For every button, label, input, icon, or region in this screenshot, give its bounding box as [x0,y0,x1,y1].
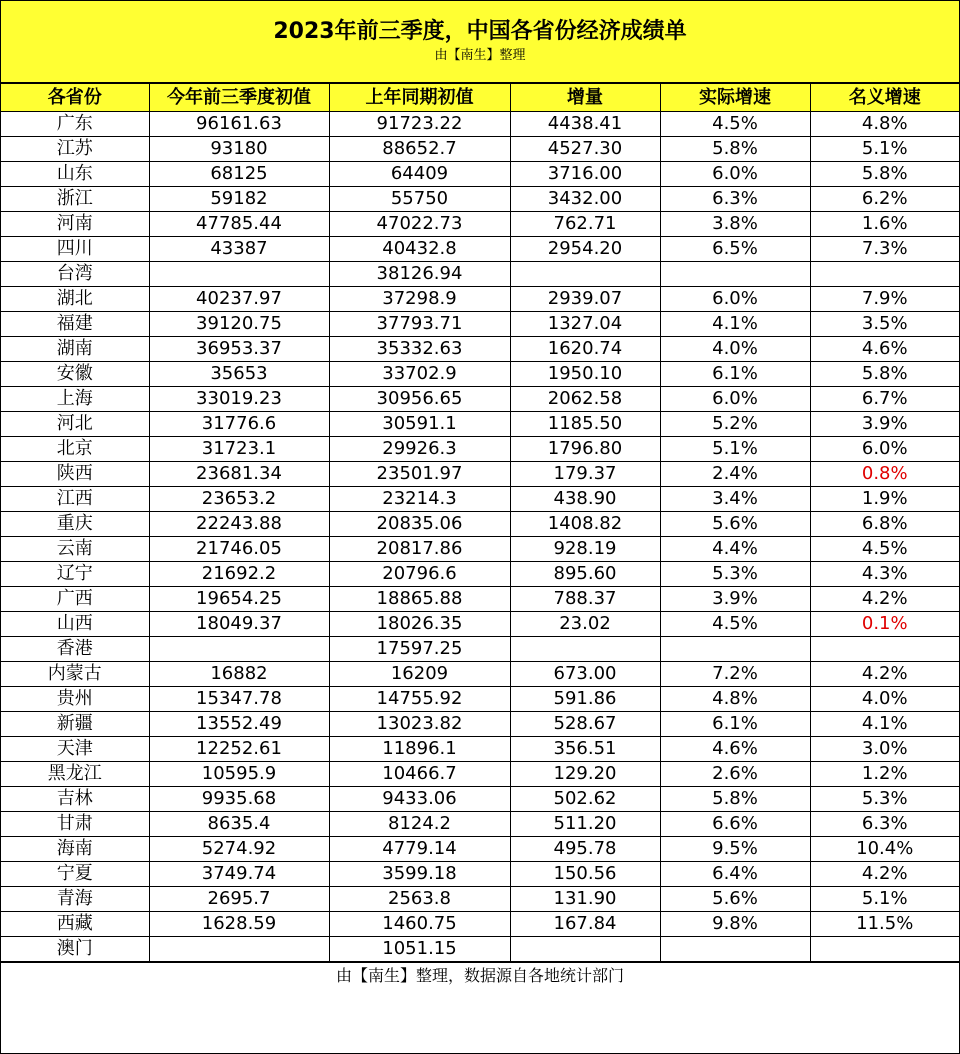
cell-province: 新疆 [1,712,149,737]
report-title: 2023年前三季度，中国各省份经济成绩单 [273,19,687,44]
table-row [1,137,959,162]
cell-province: 西藏 [1,912,149,937]
table-row [1,387,959,412]
cell-nominal-growth: 0.1% [810,612,959,637]
table-row [1,862,959,887]
cell-province: 天津 [1,737,149,762]
cell-nominal-growth: 5.1% [810,887,959,912]
cell-current: 5274.92 [149,837,329,862]
table-row [1,912,959,937]
cell-province: 广东 [1,112,149,137]
table-row [1,487,959,512]
cell-increment: 673.00 [510,662,660,687]
cell-nominal-growth: 7.9% [810,287,959,312]
cell-province: 青海 [1,887,149,912]
cell-province: 重庆 [1,512,149,537]
cell-current: 31723.1 [149,437,329,462]
cell-current: 35653 [149,362,329,387]
table-row [1,412,959,437]
cell-current: 47785.44 [149,212,329,237]
cell-increment: 150.56 [510,862,660,887]
cell-nominal-growth: 5.8% [810,362,959,387]
cell-increment: 1620.74 [510,337,660,362]
cell-province: 黑龙江 [1,762,149,787]
cell-previous: 40432.8 [329,237,510,262]
province-economy-table [1,83,959,962]
cell-current: 59182 [149,187,329,212]
cell-current: 36953.37 [149,337,329,362]
cell-previous: 13023.82 [329,712,510,737]
cell-province: 江苏 [1,137,149,162]
cell-current [149,262,329,287]
cell-previous: 18026.35 [329,612,510,637]
table-row [1,287,959,312]
cell-increment: 895.60 [510,562,660,587]
cell-current: 40237.97 [149,287,329,312]
cell-real-growth: 3.4% [660,487,810,512]
cell-previous: 23214.3 [329,487,510,512]
cell-previous: 29926.3 [329,437,510,462]
cell-nominal-growth: 4.8% [810,112,959,137]
cell-previous: 18865.88 [329,587,510,612]
cell-nominal-growth: 6.7% [810,387,959,412]
column-header-nominal-growth: 名义增速 [810,84,959,112]
cell-real-growth: 4.5% [660,112,810,137]
cell-increment: 928.19 [510,537,660,562]
cell-nominal-growth: 6.8% [810,512,959,537]
cell-province: 宁夏 [1,862,149,887]
table-row [1,612,959,637]
table-row [1,812,959,837]
cell-current [149,937,329,962]
cell-nominal-growth: 4.6% [810,337,959,362]
table-row [1,512,959,537]
table-body [1,112,959,962]
cell-real-growth: 3.8% [660,212,810,237]
cell-real-growth [660,262,810,287]
cell-province: 陕西 [1,462,149,487]
cell-previous: 20817.86 [329,537,510,562]
cell-nominal-growth: 4.2% [810,862,959,887]
cell-province: 澳门 [1,937,149,962]
cell-nominal-growth [810,262,959,287]
cell-previous: 14755.92 [329,687,510,712]
cell-nominal-growth [810,637,959,662]
cell-current: 16882 [149,662,329,687]
cell-real-growth: 5.2% [660,412,810,437]
cell-province: 贵州 [1,687,149,712]
column-header-real-growth: 实际增速 [660,84,810,112]
cell-real-growth: 6.4% [660,862,810,887]
cell-nominal-growth: 5.1% [810,137,959,162]
cell-current: 19654.25 [149,587,329,612]
cell-real-growth: 6.0% [660,162,810,187]
cell-real-growth: 6.3% [660,187,810,212]
cell-nominal-growth: 5.3% [810,787,959,812]
cell-nominal-growth: 4.0% [810,687,959,712]
cell-current: 31776.6 [149,412,329,437]
cell-nominal-growth: 4.1% [810,712,959,737]
cell-real-growth: 6.5% [660,237,810,262]
cell-province: 广西 [1,587,149,612]
table-row [1,712,959,737]
table-row [1,737,959,762]
cell-increment: 528.67 [510,712,660,737]
cell-previous: 3599.18 [329,862,510,887]
cell-nominal-growth: 4.2% [810,587,959,612]
table-row [1,237,959,262]
cell-previous: 2563.8 [329,887,510,912]
cell-province: 云南 [1,537,149,562]
cell-previous: 11896.1 [329,737,510,762]
table-row [1,187,959,212]
cell-previous: 17597.25 [329,637,510,662]
cell-previous: 10466.7 [329,762,510,787]
cell-increment: 3716.00 [510,162,660,187]
table-row [1,787,959,812]
cell-previous: 55750 [329,187,510,212]
cell-current: 8635.4 [149,812,329,837]
cell-increment: 502.62 [510,787,660,812]
cell-current: 21746.05 [149,537,329,562]
cell-real-growth: 2.4% [660,462,810,487]
cell-current: 13552.49 [149,712,329,737]
table-row [1,212,959,237]
cell-real-growth: 5.3% [660,562,810,587]
table-row [1,262,959,287]
cell-current: 33019.23 [149,387,329,412]
cell-province: 香港 [1,637,149,662]
cell-increment [510,937,660,962]
cell-real-growth: 5.8% [660,787,810,812]
cell-previous: 47022.73 [329,212,510,237]
cell-province: 上海 [1,387,149,412]
column-header-previous: 上年同期初值 [329,84,510,112]
table-row [1,887,959,912]
cell-previous: 35332.63 [329,337,510,362]
table-row [1,687,959,712]
cell-previous: 20796.6 [329,562,510,587]
cell-increment: 356.51 [510,737,660,762]
cell-increment [510,637,660,662]
cell-province: 河南 [1,212,149,237]
cell-increment [510,262,660,287]
cell-real-growth: 6.0% [660,287,810,312]
cell-real-growth [660,937,810,962]
cell-nominal-growth: 4.2% [810,662,959,687]
cell-increment: 495.78 [510,837,660,862]
table-row [1,937,959,962]
cell-current: 23681.34 [149,462,329,487]
cell-previous: 37298.9 [329,287,510,312]
table-row [1,462,959,487]
cell-real-growth: 4.4% [660,537,810,562]
cell-province: 海南 [1,837,149,862]
cell-real-growth: 4.5% [660,612,810,637]
cell-increment: 2939.07 [510,287,660,312]
cell-increment: 167.84 [510,912,660,937]
cell-province: 河北 [1,412,149,437]
cell-current: 43387 [149,237,329,262]
cell-real-growth: 2.6% [660,762,810,787]
cell-previous: 91723.22 [329,112,510,137]
column-header-province: 各省份 [1,84,149,112]
cell-current: 9935.68 [149,787,329,812]
table-row [1,587,959,612]
cell-increment: 23.02 [510,612,660,637]
cell-current: 1628.59 [149,912,329,937]
cell-real-growth: 4.0% [660,337,810,362]
cell-province: 江西 [1,487,149,512]
cell-increment: 2954.20 [510,237,660,262]
cell-previous: 37793.71 [329,312,510,337]
cell-current: 15347.78 [149,687,329,712]
cell-current: 39120.75 [149,312,329,337]
cell-nominal-growth: 3.0% [810,737,959,762]
cell-province: 甘肃 [1,812,149,837]
cell-current: 18049.37 [149,612,329,637]
cell-previous: 30591.1 [329,412,510,437]
cell-nominal-growth: 6.2% [810,187,959,212]
cell-province: 湖北 [1,287,149,312]
cell-current: 2695.7 [149,887,329,912]
cell-previous: 33702.9 [329,362,510,387]
cell-current: 22243.88 [149,512,329,537]
table-row [1,637,959,662]
cell-real-growth: 5.6% [660,887,810,912]
cell-nominal-growth: 0.8% [810,462,959,487]
cell-nominal-growth: 3.9% [810,412,959,437]
cell-increment: 1185.50 [510,412,660,437]
cell-increment: 4438.41 [510,112,660,137]
cell-previous: 8124.2 [329,812,510,837]
cell-increment: 591.86 [510,687,660,712]
cell-previous: 30956.65 [329,387,510,412]
cell-previous: 23501.97 [329,462,510,487]
table-row [1,362,959,387]
cell-real-growth: 5.1% [660,437,810,462]
cell-real-growth: 4.8% [660,687,810,712]
cell-nominal-growth: 1.2% [810,762,959,787]
cell-previous: 1460.75 [329,912,510,937]
table-row [1,162,959,187]
cell-real-growth: 4.6% [660,737,810,762]
cell-nominal-growth: 4.3% [810,562,959,587]
cell-current: 23653.2 [149,487,329,512]
cell-province: 辽宁 [1,562,149,587]
cell-previous: 38126.94 [329,262,510,287]
cell-province: 吉林 [1,787,149,812]
cell-previous: 4779.14 [329,837,510,862]
cell-previous: 1051.15 [329,937,510,962]
cell-previous: 16209 [329,662,510,687]
cell-nominal-growth: 6.0% [810,437,959,462]
table-row [1,437,959,462]
cell-increment: 131.90 [510,887,660,912]
cell-province: 湖南 [1,337,149,362]
cell-current: 68125 [149,162,329,187]
cell-province: 福建 [1,312,149,337]
column-header-increment: 增量 [510,84,660,112]
cell-increment: 438.90 [510,487,660,512]
cell-province: 内蒙古 [1,662,149,687]
cell-province: 山东 [1,162,149,187]
cell-nominal-growth: 7.3% [810,237,959,262]
cell-nominal-growth: 11.5% [810,912,959,937]
cell-increment: 1796.80 [510,437,660,462]
cell-nominal-growth: 1.9% [810,487,959,512]
cell-previous: 64409 [329,162,510,187]
cell-nominal-growth: 4.5% [810,537,959,562]
cell-current: 12252.61 [149,737,329,762]
table-row [1,562,959,587]
column-header-current: 今年前三季度初值 [149,84,329,112]
cell-province: 浙江 [1,187,149,212]
cell-real-growth: 6.6% [660,812,810,837]
cell-increment: 1327.04 [510,312,660,337]
cell-real-growth: 9.5% [660,837,810,862]
table-row [1,837,959,862]
cell-current [149,637,329,662]
cell-real-growth: 6.1% [660,712,810,737]
cell-real-growth: 5.6% [660,512,810,537]
cell-increment: 2062.58 [510,387,660,412]
cell-real-growth: 7.2% [660,662,810,687]
cell-increment: 511.20 [510,812,660,837]
cell-province: 台湾 [1,262,149,287]
cell-real-growth: 5.8% [660,137,810,162]
cell-previous: 88652.7 [329,137,510,162]
cell-real-growth: 3.9% [660,587,810,612]
cell-province: 山西 [1,612,149,637]
report-subtitle: 由【南生】整理 [434,48,526,63]
cell-nominal-growth: 3.5% [810,312,959,337]
table-row [1,662,959,687]
cell-increment: 788.37 [510,587,660,612]
report-footer: 由【南生】整理，数据源自各地统计部门 [1,962,959,989]
cell-current: 93180 [149,137,329,162]
table-row [1,112,959,137]
cell-nominal-growth [810,937,959,962]
table-row [1,537,959,562]
table-row [1,762,959,787]
cell-real-growth: 6.0% [660,387,810,412]
cell-real-growth: 6.1% [660,362,810,387]
cell-real-growth: 9.8% [660,912,810,937]
cell-nominal-growth: 1.6% [810,212,959,237]
report-header [1,1,959,83]
cell-increment: 3432.00 [510,187,660,212]
cell-real-growth: 4.1% [660,312,810,337]
table-row [1,337,959,362]
cell-current: 21692.2 [149,562,329,587]
cell-increment: 1950.10 [510,362,660,387]
cell-nominal-growth: 5.8% [810,162,959,187]
cell-previous: 9433.06 [329,787,510,812]
cell-nominal-growth: 6.3% [810,812,959,837]
cell-increment: 179.37 [510,462,660,487]
cell-increment: 4527.30 [510,137,660,162]
cell-current: 3749.74 [149,862,329,887]
cell-increment: 762.71 [510,212,660,237]
cell-province: 安徽 [1,362,149,387]
cell-real-growth [660,637,810,662]
cell-current: 10595.9 [149,762,329,787]
cell-nominal-growth: 10.4% [810,837,959,862]
cell-province: 北京 [1,437,149,462]
cell-province: 四川 [1,237,149,262]
cell-previous: 20835.06 [329,512,510,537]
cell-current: 96161.63 [149,112,329,137]
table-row [1,312,959,337]
cell-increment: 1408.82 [510,512,660,537]
cell-increment: 129.20 [510,762,660,787]
table-header-row [1,84,959,112]
